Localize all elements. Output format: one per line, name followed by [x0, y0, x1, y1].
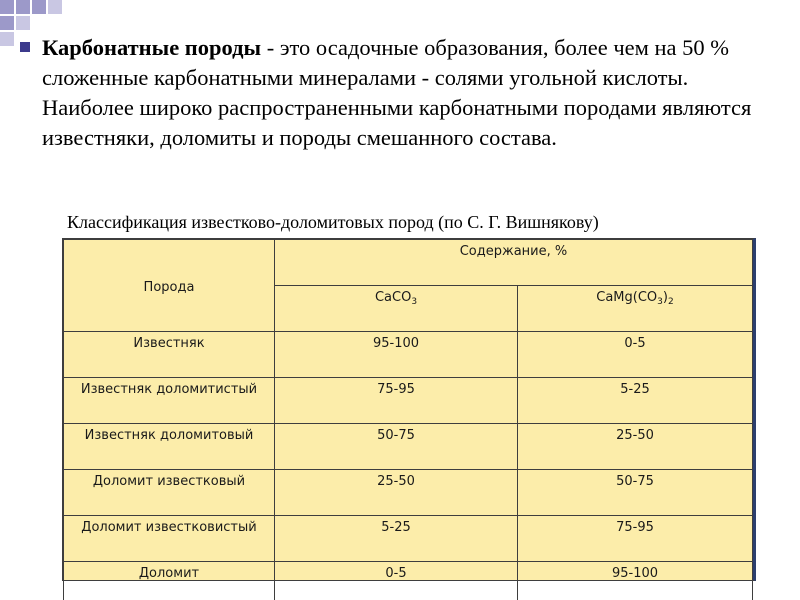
cell-rock: Доломит известковистый: [64, 516, 275, 562]
cell-rock: Известняк: [64, 332, 275, 378]
header-camgco3: $CaMg(CO_3)_2$: [518, 286, 753, 332]
cell-rock: Доломит известковый: [64, 470, 275, 516]
classification-table: [62, 238, 756, 581]
cell-caco3: 5-25: [275, 516, 518, 562]
header-rock: Порода: [64, 240, 275, 332]
cell-camgco3: 0-5: [518, 332, 753, 378]
header-caco3: CaCO$_3$: [275, 286, 518, 332]
cell-rock: Доломит: [64, 562, 275, 600]
cell-rock: Известняк доломитовый: [64, 424, 275, 470]
table-row: [64, 562, 753, 600]
cell-rock: Известняк доломитистый: [64, 378, 275, 424]
cell-camgco3: 50-75: [518, 470, 753, 516]
header-content: Содержание, %: [275, 240, 753, 286]
table-row: [64, 332, 753, 378]
table-caption: Классификация известково-доломитовых пород (по С. Г. Вишнякову): [67, 212, 599, 232]
bullet-square-icon: [20, 42, 30, 52]
cell-caco3: 50-75: [275, 424, 518, 470]
cell-caco3: 25-50: [275, 470, 518, 516]
cell-caco3: 75-95: [275, 378, 518, 424]
cell-caco3: 95-100: [275, 332, 518, 378]
intro-term: Карбонатные породы: [42, 35, 262, 60]
table-row: [64, 470, 753, 516]
cell-camgco3: 5-25: [518, 378, 753, 424]
cell-camgco3: 75-95: [518, 516, 753, 562]
table-row: [64, 424, 753, 470]
table-row: [64, 378, 753, 424]
table-row: [64, 516, 753, 562]
cell-caco3: 0-5: [275, 562, 518, 600]
intro-text: - это осадочные образования, более чем на 50 % сложенные карбонатными минералами - солями угольной кислоты. Наиболее широко распространенными карбонатными породами являются известняки, доломиты и породы смешанного состава.: [42, 35, 752, 150]
cell-camgco3: 25-50: [518, 424, 753, 470]
intro-paragraph: [42, 33, 772, 153]
cell-camgco3: 95-100: [518, 562, 753, 600]
